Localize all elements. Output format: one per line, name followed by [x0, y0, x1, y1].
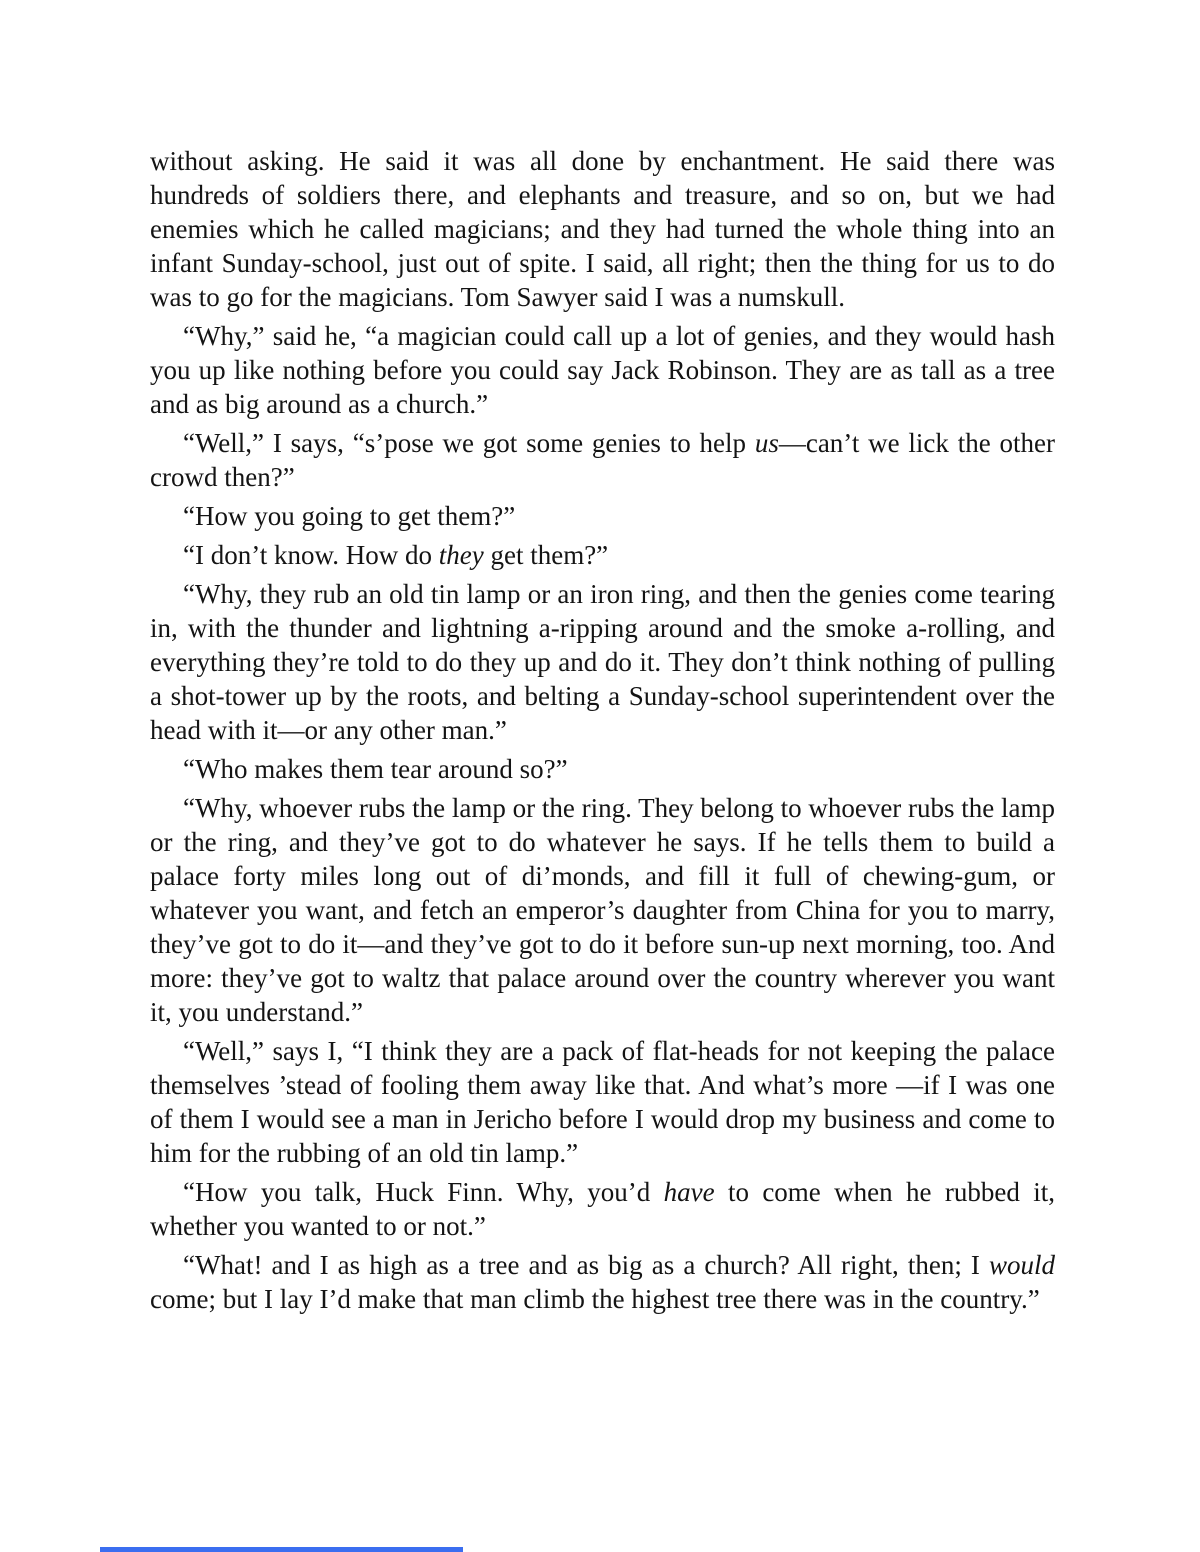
page-text	[150, 144, 1055, 1321]
paragraph: “Well,” I says, “s’pose we got some genies to help us—can’t we lick the other crowd then?”	[150, 428, 1056, 492]
paragraph: “How you going to get them?”	[183, 501, 516, 531]
paragraph: “Well,” says I, “I think they are a pack of flat-heads for not keeping the palace themselves ’stead of fooling them away like that. And what’s more —if I was one of them I would see a man in Jericho before I would drop my business and come to him for the rubbing of an old tin lamp.”	[150, 1036, 1055, 1168]
paragraph: “What! and I as high as a tree and as big as a church? All right, then; I would come; but I lay I’d make that man climb the highest tree there was in the country.”	[150, 1250, 1055, 1314]
paragraph: “Why, they rub an old tin lamp or an iron ring, and then the genies come tearing in, with the thunder and lightning a-ripping around and the smoke a-rolling, and everything they’re told to do they up and do it. They don’t think nothing of pulling a shot-tower up by the roots, and belting a Sunday-school superintendent over the head with it—or any other man.”	[150, 579, 1055, 745]
paragraph: “How you talk, Huck Finn. Why, you’d have to come when he rubbed it, whether you wanted to or not.”	[150, 1177, 1055, 1241]
paragraph: without asking. He said it was all done by enchantment. He said there was hundreds of soldiers there, and elephants and treasure, and so on, but we had enemies which he called magicians; and they had turned the whole thing into an infant Sunday-school, just out of spite. I said, all right; then the thing for us to do was to go for the magicians. Tom Sawyer said I was a numskull.	[150, 146, 1055, 312]
reading-progress-track	[0, 1547, 1200, 1552]
paragraph: “I don’t know. How do they get them?”	[183, 540, 609, 570]
paragraph: “Who makes them tear around so?”	[183, 754, 568, 784]
paragraph: “Why, whoever rubs the lamp or the ring. They belong to whoever rubs the lamp or the ring, and they’ve got to do whatever he says. If he tells them to build a palace forty miles long out of di’monds, and fill it full of chewing-gum, or whatever you want, and fetch an emperor’s daughter from China for you to marry, they’ve got to do it—and they’ve got to do it before sun-up next morning, too. And more: they’ve got to waltz that palace around over the country wherever you want it, you understand.”	[150, 793, 1056, 1027]
reading-progress-fill	[100, 1547, 463, 1552]
paragraph: “Why,” said he, “a magician could call up a lot of genies, and they would hash you up like nothing before you could say Jack Robinson. They are as tall as a tree and as big around as a church.”	[150, 321, 1055, 419]
